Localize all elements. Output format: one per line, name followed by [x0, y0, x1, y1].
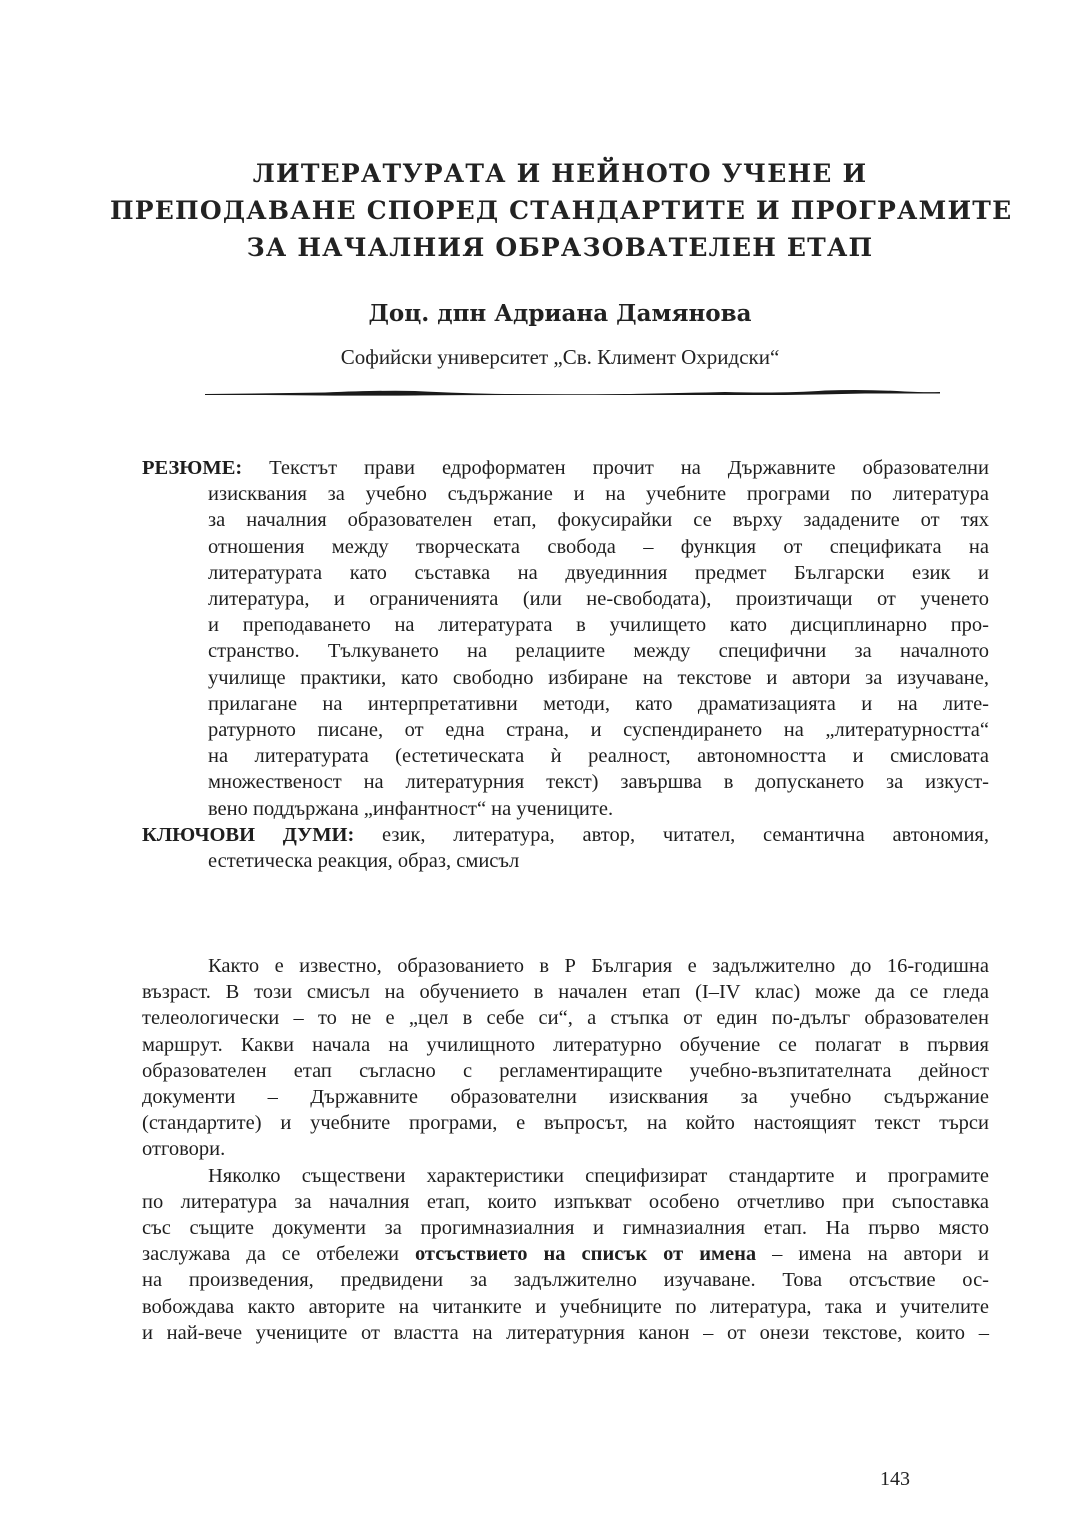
title-line: ЗА НАЧАЛНИЯ ОБРАЗОВАТЕЛЕН ЕТАП — [246, 233, 874, 262]
abstract — [142, 455, 989, 874]
paragraph-line: документи – Държавните образователни изисквания за учебно съдържание — [142, 1086, 989, 1109]
keywords-label: КЛЮЧОВИ ДУМИ: — [142, 823, 355, 846]
abstract-line: множественост на литературния текст) завършва в допускането за изкуст- — [208, 771, 989, 794]
abstract-line: училище практики, като свободно избиране на текстове и автори за изучаване, — [208, 666, 989, 689]
abstract-line: изисквания за учебно съдържание и на учебните програми по литература — [208, 483, 989, 506]
paragraph-line: маршрут. Какви начала на училищното литературно обучение се полагат в първия — [142, 1033, 989, 1056]
paragraph-line: образователен етап съгласно с регламентиращите учебно-възпитателната дейност — [142, 1059, 989, 1082]
abstract-line: литературата като съставка на двуединния предмет Български език и — [208, 561, 989, 584]
keywords-line: естетическа реакция, образ, смисъл — [208, 850, 520, 873]
abstract-line: за началния образователен етап, фокусирайки се върху зададените от тях — [208, 509, 989, 532]
divider-swash — [205, 390, 940, 396]
paragraph-line: вобождава както авторите на читанките и учебниците по литература, така и учителите — [142, 1295, 989, 1318]
abstract-line: отношения между творческата свобода – функция от спецификата на — [208, 535, 989, 558]
abstract-line — [142, 455, 989, 481]
abstract-line: ратурното писане, от една страна, и суспендирането на „литературността“ — [208, 719, 989, 742]
abstract-line: литература, и ограниченията (или не-свободата), произтичащи от ученето — [208, 588, 989, 611]
abstract-line: прилагане на интерпретативни методи, като драматизацията и на лите- — [208, 692, 989, 715]
paragraph-line: телеологически – то не е „цел в себе си“, а стъпка от един по-дълъг образователен — [142, 1007, 989, 1030]
author-affiliation: Софийски университет „Св. Климент Охридски“ — [340, 345, 780, 369]
abstract-line: вено поддържана „инфантност“ на учениците. — [208, 797, 614, 820]
decorative-divider — [205, 384, 940, 400]
paragraph-line: по литература за началния етап, които изпъкват особено отчетливо при съпоставка — [142, 1190, 989, 1213]
paragraph-line: и най-вече учениците от властта на литературния канон – от онези текстове, които – — [142, 1321, 989, 1344]
title-line: ЛИТЕРАТУРАТА И НЕЙНОТО УЧЕНЕ И — [252, 159, 868, 188]
abstract-line: странство. Тълкуването на релациите между специфични за началното — [208, 640, 989, 663]
paragraph-line: отговори. — [142, 1138, 226, 1161]
page-number: 143 — [880, 1468, 910, 1490]
paragraph-text: заслужава да се отбележи — [142, 1243, 415, 1266]
paragraph-line: възраст. В този смисъл на обучението в начален етап (I–IV клас) може да се гледа — [142, 981, 989, 1004]
keywords-text: език, литература, автор, читател, семантична автономия, — [354, 823, 989, 846]
keywords-line — [142, 822, 989, 848]
paragraph-line — [142, 1241, 989, 1267]
abstract-text: Текстът прави едроформатен прочит на Държавните образователни — [242, 457, 989, 479]
emphasized-text: отсъствието на списък от имена — [414, 1243, 757, 1266]
abstract-line: и преподаването на литературата в училището като дисциплинарно про- — [208, 614, 989, 637]
page-title — [110, 155, 1013, 266]
paragraph-line: на произведения, предвидени за задължително изучаване. Това отсъствие ос- — [142, 1269, 989, 1292]
abstract-label: РЕЗЮМЕ: — [142, 457, 243, 479]
paragraph-line: със същите документи за прогимназиалния и гимназиалния етап. На първо място — [142, 1217, 989, 1240]
body-text — [142, 953, 989, 1346]
title-line: ПРЕПОДАВАНЕ СПОРЕД СТАНДАРТИТЕ И ПРОГРАМИТЕ — [110, 196, 1013, 225]
abstract-line: на литературата (естетическата ѝ реалност, автономността и смисловата — [208, 745, 989, 768]
author-name: Доц. дпн Адриана Дамянова — [368, 300, 752, 327]
paragraph-line: (стандартите) и учебните програми, е въпросът, на който настоящият текст търси — [142, 1112, 989, 1135]
paragraph-text: – имена на автори и — [756, 1243, 989, 1266]
paragraph-line: Както е известно, образованието в Р България е задължително до 16-годишна — [208, 955, 989, 977]
paragraph-line: Няколко съществени характеристики специфизират стандартите и програмите — [208, 1164, 989, 1187]
